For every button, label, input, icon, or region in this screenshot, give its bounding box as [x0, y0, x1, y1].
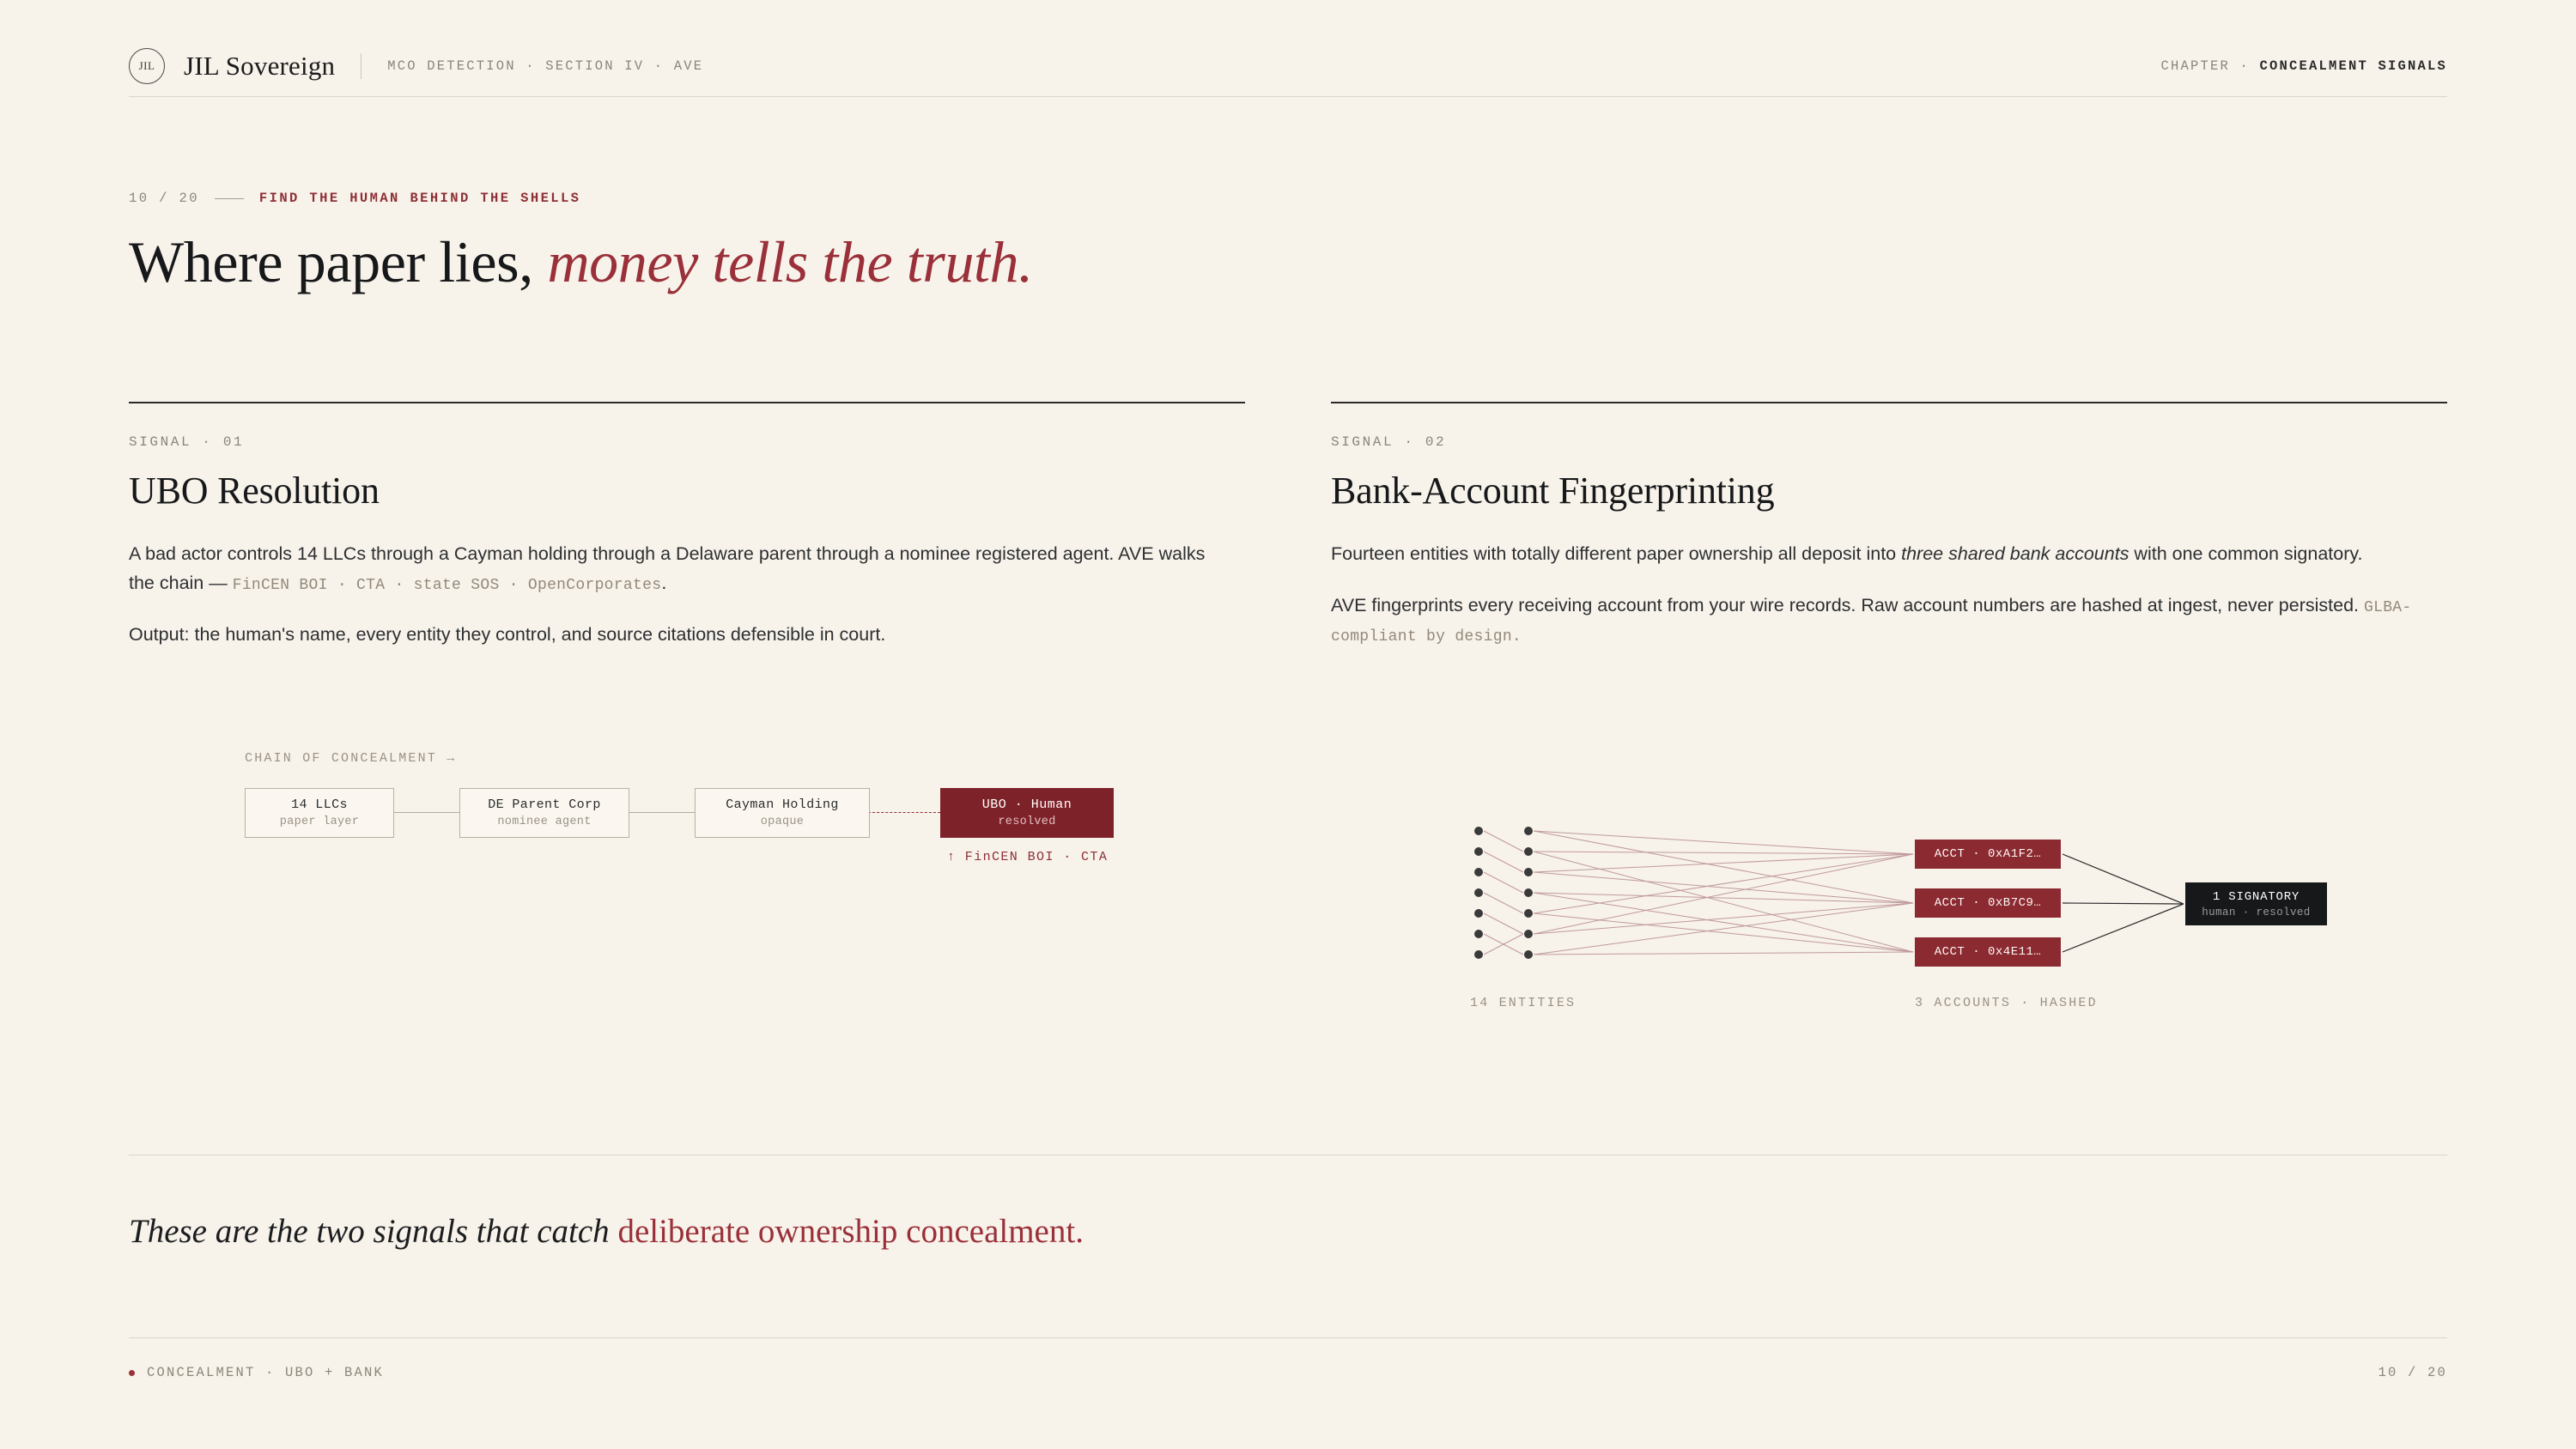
account-box-2: ACCT · 0xB7C9…	[1915, 888, 2061, 918]
footer-topic: CONCEALMENT · UBO + BANK	[147, 1365, 385, 1380]
p1-text-a: A bad actor controls 14 LLCs through a Cayman holding through a Delaware parent through a nominee registered agent. AVE walks the chain —	[129, 543, 1206, 593]
p1-text-a: Fourteen entities with totally different paper ownership all deposit into	[1331, 543, 1902, 564]
account-box-1: ACCT · 0xA1F2…	[1915, 840, 2061, 869]
signal-02-paragraph-2	[1331, 591, 2430, 650]
entity-dots-col1	[1474, 827, 1483, 959]
signal-label-02: SIGNAL · 02	[1331, 434, 1447, 450]
chain-node-de-parent-sub: nominee agent	[497, 815, 592, 828]
chain-connector-2	[628, 812, 695, 813]
chain-caption: CHAIN OF CONCEALMENT →	[245, 751, 457, 766]
signal-column-02	[1331, 402, 2447, 650]
status-dot-icon	[129, 1370, 135, 1376]
footer-divider	[129, 1337, 2447, 1338]
chain-node-llcs	[245, 788, 394, 838]
footer-page-number: 10 / 20	[2378, 1365, 2447, 1380]
signal-title-02: Bank-Account Fingerprinting	[1331, 470, 1775, 512]
chain-node-cayman-sub: opaque	[760, 815, 805, 828]
closing-plain: These are the two signals that catch	[129, 1213, 618, 1250]
bank-fingerprint-diagram	[1460, 798, 2576, 1022]
p2-text-a: AVE fingerprints every receiving account from your wire records. Raw account numbers are hashed at ingest, never persisted.	[1331, 594, 2364, 615]
chapter-indicator	[2160, 58, 2447, 74]
chapter-label: CHAPTER ·	[2160, 58, 2250, 74]
brand-logo-icon: JIL	[129, 48, 165, 84]
signatory-box	[2185, 882, 2327, 925]
chain-node-ubo-resolved	[940, 788, 1114, 838]
chain-node-cayman-title: Cayman Holding	[726, 797, 839, 812]
account-box-3: ACCT · 0x4E11…	[1915, 937, 2061, 967]
eyebrow-kicker: FIND THE HUMAN BEHIND THE SHELLS	[258, 191, 581, 206]
brand-block	[129, 48, 703, 84]
signal-01-paragraph-2: Output: the human's name, every entity they control, and source citations defensible in court.	[129, 623, 886, 645]
signal-02-paragraph-1	[1331, 540, 2430, 569]
p1-text-b: with one common signatory.	[2129, 543, 2363, 564]
chain-row	[245, 788, 1206, 864]
p2-compliance-note: GLBA-compliant by design.	[1331, 598, 2412, 646]
brand-name: JIL Sovereign	[184, 51, 336, 81]
closing-accent: deliberate ownership concealment.	[617, 1213, 1084, 1250]
entity-dots-col2	[1524, 827, 1533, 959]
breadcrumb: MCO DETECTION · SECTION IV · AVE	[387, 58, 704, 74]
p1-sources: FinCEN BOI · CTA · state SOS · OpenCorporates	[232, 576, 662, 594]
headline-plain: Where paper lies,	[129, 229, 533, 294]
slide-eyebrow	[129, 191, 580, 206]
signal-label-01: SIGNAL · 01	[129, 434, 245, 450]
chain-node-ubo-sub: resolved	[998, 815, 1056, 828]
signatory-title: 1 SIGNATORY	[2212, 889, 2300, 904]
chain-node-de-parent-title: DE Parent Corp	[488, 797, 601, 812]
chain-citation: ↑ FinCEN BOI · CTA	[947, 850, 1109, 864]
slide-header	[129, 36, 2447, 97]
signal-title-01: UBO Resolution	[129, 470, 380, 512]
accounts-caption: 3 ACCOUNTS · HASHED	[1915, 996, 2098, 1010]
column-rule	[129, 402, 1245, 403]
chain-node-de-parent	[459, 788, 629, 838]
headline-italic: money tells the truth.	[547, 229, 1033, 294]
eyebrow-rule	[215, 198, 244, 199]
chain-of-concealment-diagram	[245, 751, 1206, 923]
signal-01-paragraph-1	[129, 540, 1228, 598]
signal-column-01	[129, 402, 1245, 650]
slide-footer	[129, 1365, 2447, 1380]
chain-connector-1	[392, 812, 459, 813]
chain-node-cayman	[695, 788, 870, 838]
p1-emphasis: three shared bank accounts	[1901, 543, 2129, 564]
chain-connector-3	[868, 812, 940, 813]
account-signatory-edges	[2063, 854, 2184, 952]
chain-node-llcs-sub: paper layer	[279, 815, 360, 828]
p1-text-b: .	[661, 572, 667, 593]
slide-counter: 10 / 20	[129, 191, 199, 206]
entity-account-edges	[1484, 831, 1913, 955]
chain-node-ubo-title: UBO · Human	[981, 797, 1072, 812]
footer-left	[129, 1365, 384, 1380]
column-rule	[1331, 402, 2447, 403]
entities-caption: 14 ENTITIES	[1470, 996, 1577, 1010]
chapter-name: CONCEALMENT SIGNALS	[2259, 58, 2447, 74]
chain-node-llcs-title: 14 LLCs	[291, 797, 348, 812]
signatory-sub: human · resolved	[2202, 906, 2311, 919]
closing-statement	[129, 1212, 1084, 1251]
page-title	[129, 230, 1033, 294]
